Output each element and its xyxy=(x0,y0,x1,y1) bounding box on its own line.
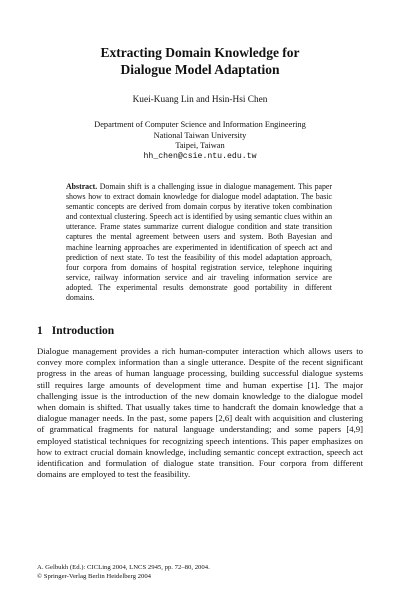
paper-title xyxy=(0,44,400,78)
section-title: Introduction xyxy=(51,325,115,337)
section-heading xyxy=(37,325,114,337)
affiliation-university: National Taiwan University xyxy=(153,130,247,140)
affiliation-block xyxy=(0,120,400,162)
publication-footer xyxy=(37,563,210,581)
abstract xyxy=(66,182,332,303)
affiliation-department: Department of Computer Science and Information Engineering xyxy=(94,120,306,129)
abstract-text: Domain shift is a challenging issue in dialogue management. This paper shows how to extract domain knowledge for dialogue model adaptation. The basic semantic concepts are derived from domain corpus by iterative token combination and contextual clustering. Speech act is identified by using semantic clues within an utterance. Frame states summarize current dialogue condition and state transition captures the mental agreement between users and system. Both Bayesian and machine learning approaches are experimented in identification of speech act and prediction of next state. To test the feasibility of this model adaptation approach, four corpora from domains of hospital registration service, telephone inquiring service, railway information service and air traveling information service are adopted. The experimental results demonstrate good portability in different domains. xyxy=(66,182,332,303)
author-email: hh_chen@csie.ntu.edu.tw xyxy=(143,151,257,161)
footer-citation: A. Gelbukh (Ed.): CICLing 2004, LNCS 2945, pp. 72–80, 2004. xyxy=(37,564,210,571)
section-number: 1 xyxy=(37,325,43,337)
section-body: Dialogue management provides a rich human-computer interaction which allows users to convey more complex information than a single utterance. Despite of the recent significant progress in the areas of human language processing, building successful dialogue systems still requires large amounts of development time and human expertise [1]. The major challenging issue is the introduction of the new domain knowledge to the dialogue model when domain is shifted. That usually takes time to handcraft the domain knowledge that a dialogue manager needs. In the past, some papers [2,6] dealt with acquisition and clustering of grammatical fragments for natural language understanding; and some papers [4,9] employed statistical techniques for recognizing speech intentions. This paper emphasizes on how to extract crucial domain knowledge, including semantic concept extraction, speech act identification and formulation of dialogue state transition. Four corpora from different domains are employed to test the feasibility. xyxy=(37,346,363,480)
title-line-1: Extracting Domain Knowledge for xyxy=(100,45,300,60)
footer-copyright: © Springer-Verlag Berlin Heidelberg 2004 xyxy=(37,573,152,580)
author-list: Kuei-Kuang Lin and Hsin-Hsi Chen xyxy=(132,95,268,105)
title-line-2: Dialogue Model Adaptation xyxy=(120,62,280,77)
abstract-label: Abstract. xyxy=(66,182,98,191)
affiliation-city: Taipei, Taiwan xyxy=(175,141,225,150)
